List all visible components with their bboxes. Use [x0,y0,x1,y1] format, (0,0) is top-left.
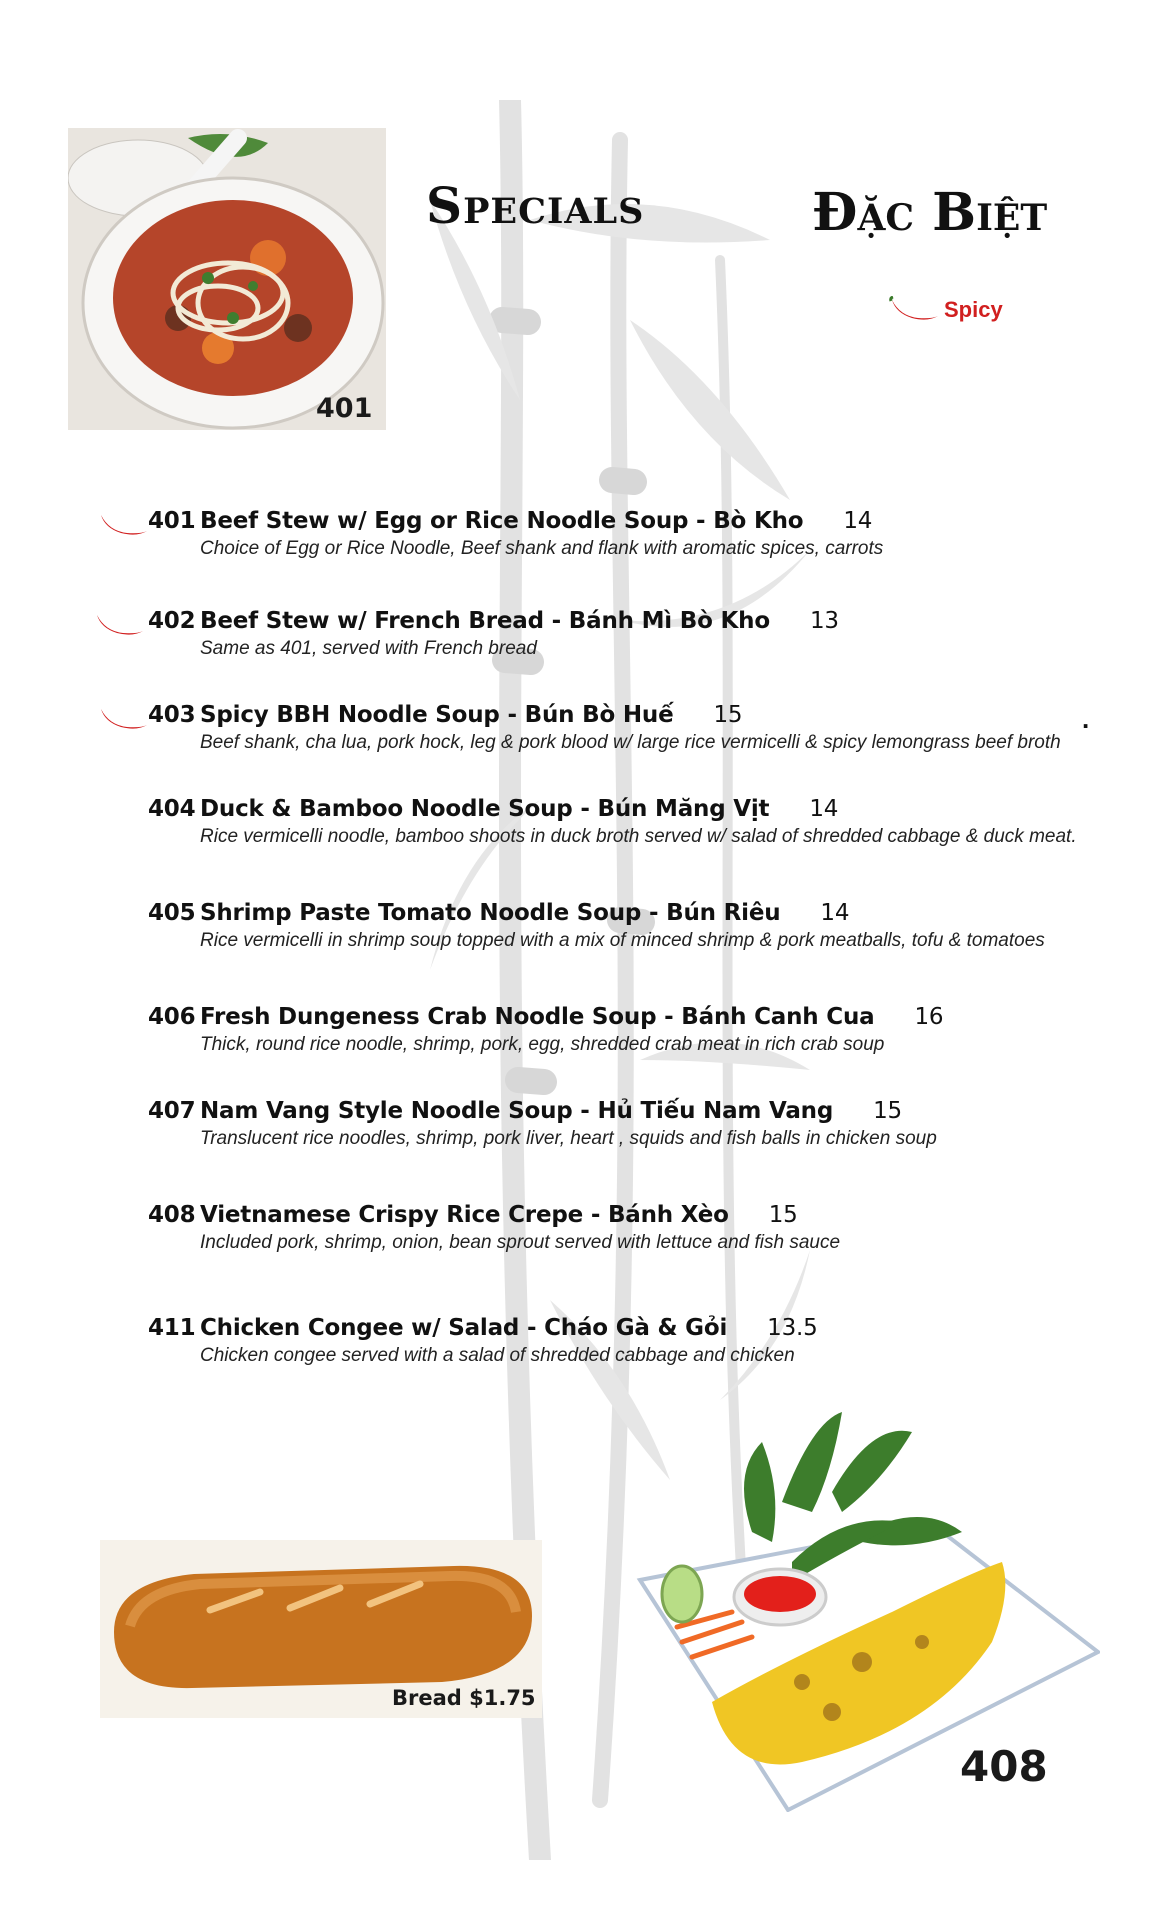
menu-item-406 [148,1004,1108,1056]
crepe-photo-caption: 408 [960,1742,1048,1791]
item-description: Choice of Egg or Rice Noodle, Beef shank and flank with aromatic spices, carrots [200,538,884,559]
menu-item-411 [148,1315,1108,1367]
item-price: 15 [873,1098,902,1124]
soup-photo-caption: 401 [316,393,373,424]
french-bread-photo [100,1540,542,1718]
chili-pepper-icon [98,706,148,734]
item-number: 401 [148,508,196,534]
beef-stew-photo [68,128,386,430]
menu-item-405 [148,900,1108,952]
crispy-crepe-photo [632,1412,1100,1812]
item-description: Translucent rice noodles, shrimp, pork liver, heart , squids and fish balls in chicken soup [200,1128,937,1149]
item-name: Beef Stew w/ Egg or Rice Noodle Soup - Bò Kho [200,508,804,534]
item-price: 14 [820,900,850,926]
item-description: Rice vermicelli noodle, bamboo shoots in duck broth served w/ salad of shredded cabbage & duck meat. [200,826,1077,847]
item-price: 14 [843,508,873,534]
item-number: 408 [148,1202,196,1228]
menu-item-407 [148,1098,1108,1150]
item-name: Nam Vang Style Noodle Soup - Hủ Tiếu Nam Vang [200,1098,834,1124]
item-description: Rice vermicelli in shrimp soup topped with a mix of minced shrimp & pork meatballs, tofu & tomatoes [200,930,1045,951]
item-number: 411 [148,1315,196,1341]
item-name: Chicken Congee w/ Salad - Cháo Gà & Gỏi [200,1315,728,1341]
item-name: Duck & Bamboo Noodle Soup - Bún Măng Vịt [200,796,770,822]
item-description: Included pork, shrimp, onion, bean sprout served with lettuce and fish sauce [200,1232,841,1253]
item-name: Vietnamese Crispy Rice Crepe - Bánh Xèo [200,1202,729,1228]
menu-item-408 [148,1202,1108,1254]
item-number: 403 [148,702,196,728]
menu-item-401 [148,508,1108,560]
item-name: Shrimp Paste Tomato Noodle Soup - Bún Riêu [200,900,781,926]
beef-stew-illustration [68,128,386,430]
item-price: 15 [768,1202,798,1228]
item-number: 407 [148,1098,196,1124]
item-number: 404 [148,796,196,822]
spicy-legend [888,296,1003,324]
item-name: Fresh Dungeness Crab Noodle Soup - Bánh Canh Cua [200,1004,875,1030]
item-price: 15 [713,702,743,728]
bread-price-caption: Bread $1.75 [392,1686,536,1710]
chili-pepper-icon [98,512,148,540]
stray-dot: . [1082,704,1090,734]
chili-pepper-icon [888,296,940,324]
item-description: Beef shank, cha lua, pork hock, leg & pork blood w/ large rice vermicelli & spicy lemongrass beef broth [200,732,1061,753]
page-title-english: Specials [426,176,645,235]
page-title-vietnamese: Đặc Biệt [812,182,1048,243]
menu-item-404 [148,796,1108,848]
item-name: Spicy BBH Noodle Soup - Bún Bò Huế [200,702,674,728]
item-description: Thick, round rice noodle, shrimp, pork, egg, shredded crab meat in rich crab soup [200,1034,885,1055]
menu-item-402 [148,608,1108,660]
item-name: Beef Stew w/ French Bread - Bánh Mì Bò Kho [200,608,770,634]
spicy-legend-label: Spicy [944,297,1003,322]
item-description: Same as 401, served with French bread [200,638,537,659]
item-price: 13 [809,608,839,634]
item-number: 405 [148,900,196,926]
item-description: Chicken congee served with a salad of shredded cabbage and chicken [200,1345,795,1366]
item-price: 13.5 [767,1315,818,1341]
item-number: 402 [148,608,196,634]
item-number: 406 [148,1004,196,1030]
item-price: 16 [914,1004,944,1030]
chili-pepper-icon [94,612,144,640]
menu-item-403 [148,702,1108,754]
item-price: 14 [809,796,839,822]
